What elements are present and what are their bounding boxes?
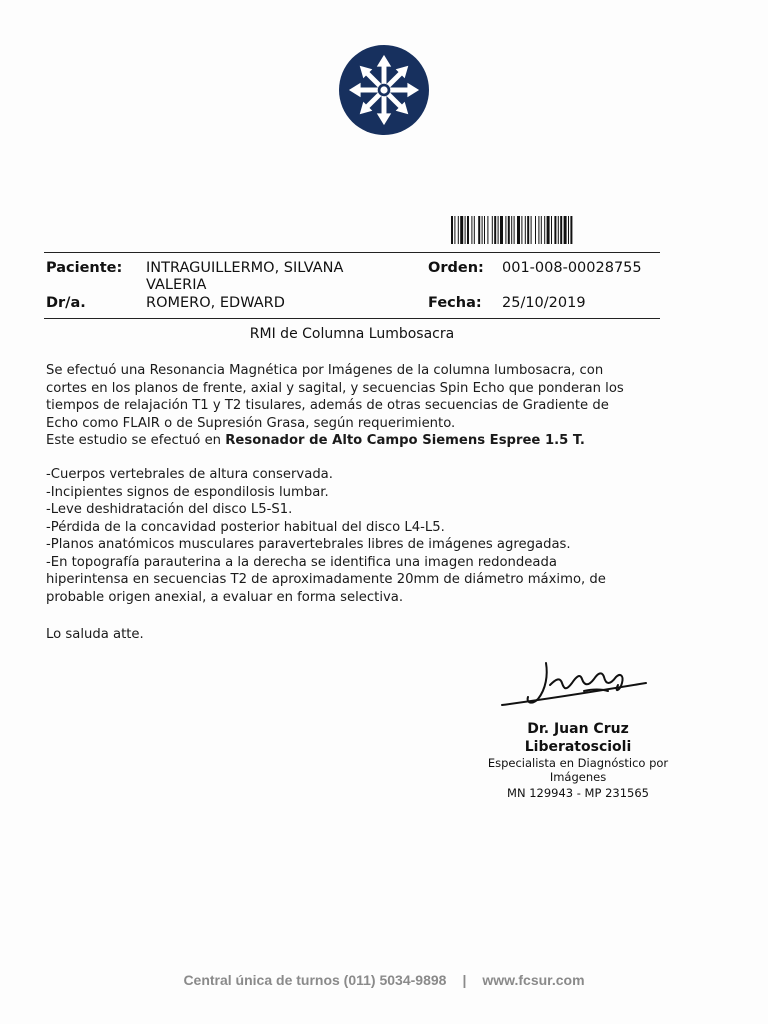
doctor-surname: Liberatoscioli	[524, 739, 632, 755]
paciente-label: Paciente:	[46, 260, 123, 276]
report-intro	[46, 362, 666, 450]
doctor-name: Dr. Juan Cruz	[527, 721, 629, 737]
closing-text: Lo saluda atte.	[46, 627, 144, 642]
doctor-specialty: Especialista en Diagnóstico por Imágenes	[487, 756, 669, 784]
findings-list	[46, 466, 666, 606]
intro-line: Echo como FLAIR o de Supresión Grasa, según requerimiento.	[46, 415, 456, 431]
intro-line: Se efectuó una Resonancia Magnética por Imágenes de la columna lumbosacra, con	[46, 363, 604, 378]
finding-line: -Cuerpos vertebrales de altura conservada.	[46, 467, 333, 482]
report-title: RMI de Columna Lumbosacra	[249, 326, 455, 342]
intro-line: tiempos de relajación T1 y T2 tisulares, además de otras secuencias de Gradiente de	[46, 398, 609, 413]
finding-line: -Planos anatómicos musculares paravertebrales libres de imágenes agregadas.	[46, 537, 571, 552]
finding-line: -Incipientes signos de espondilosis lumbar.	[46, 484, 329, 500]
footer-phone: Central única de turnos (011) 5034-9898	[183, 972, 447, 988]
doctor-value: ROMERO, EDWARD	[146, 295, 285, 311]
doctor-label: Dr/a.	[46, 295, 86, 311]
orden-label: Orden:	[428, 260, 484, 276]
intro-line-prefix: Este estudio se efectuó en	[46, 433, 226, 448]
intro-line: cortes en los planos de frente, axial y sagital, y secuencias Spin Echo que ponderan los	[46, 380, 624, 396]
handwritten-signature	[488, 655, 678, 717]
footer-website-link[interactable]: www.fcsur.com	[482, 972, 585, 988]
finding-line: probable origen anexial, a evaluar en forma selectiva.	[46, 589, 404, 605]
orden-value: 001-008-00028755	[502, 260, 642, 276]
compass-arrows-logo-icon	[339, 45, 429, 135]
footer-separator: |	[462, 972, 467, 988]
doctor-registration: MN 129943 - MP 231565	[507, 786, 649, 800]
finding-line: hiperintensa en secuencias T2 de aproximadamente 20mm de diámetro máximo, de	[46, 572, 606, 587]
header-rule-bottom	[44, 318, 660, 319]
barcode-icon	[451, 216, 639, 244]
footer	[0, 972, 768, 988]
finding-line: -Leve deshidratación del disco L5-S1.	[46, 502, 293, 517]
equipment-name: Resonador de Alto Campo Siemens Espree 1.5 T.	[225, 433, 585, 448]
finding-line: -Pérdida de la concavidad posterior habitual del disco L4-L5.	[46, 519, 445, 535]
fecha-label: Fecha:	[428, 295, 482, 311]
header-rule-top	[44, 252, 660, 253]
intro-line	[46, 432, 666, 450]
fecha-value: 25/10/2019	[502, 295, 586, 311]
paciente-value: INTRAGUILLERMO, SILVANA VALERIA	[146, 260, 344, 293]
finding-line: -En topografía parauterina a la derecha se identifica una imagen redondeada	[46, 554, 557, 570]
